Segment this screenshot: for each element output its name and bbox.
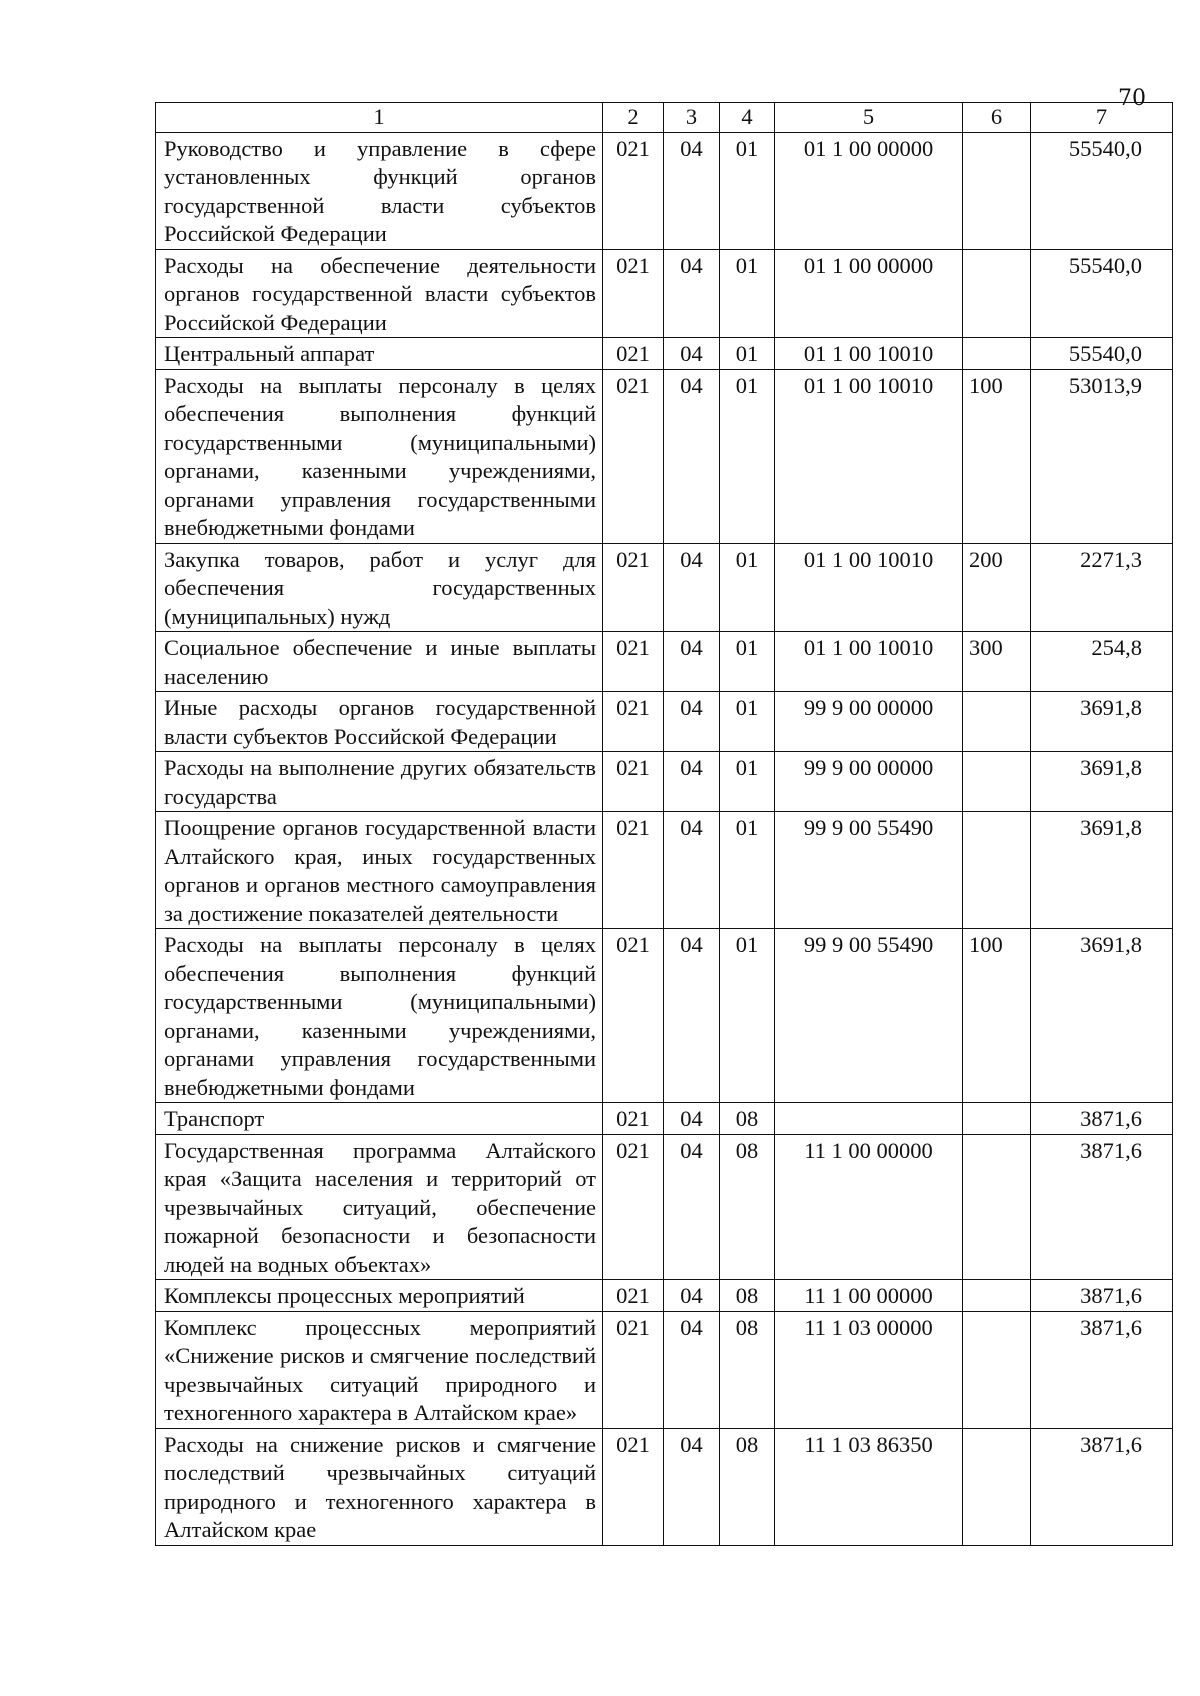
target-item-cell: 99 9 00 00000 (775, 692, 963, 752)
section-code-cell: 04 (664, 1428, 720, 1545)
target-item-cell: 11 1 00 00000 (775, 1280, 963, 1312)
subsection-code-cell: 08 (720, 1134, 775, 1280)
ministry-code-cell: 021 (603, 369, 664, 543)
table-header-row (156, 103, 1173, 133)
target-item-cell: 11 1 03 86350 (775, 1428, 963, 1545)
expense-type-cell (963, 812, 1031, 929)
table-row (156, 929, 1173, 1103)
expense-name-cell: Расходы на снижение рисков и смягчение последствий чрезвычайных ситуаций природного и техногенного характера в Алтайском крае (156, 1428, 603, 1545)
expense-type-cell: 100 (963, 929, 1031, 1103)
ministry-code-cell: 021 (603, 543, 664, 632)
ministry-code-cell: 021 (603, 632, 664, 692)
ministry-code-cell: 021 (603, 1311, 664, 1428)
page-number: 70 (1118, 86, 1146, 111)
subsection-code-cell: 08 (720, 1103, 775, 1135)
amount-cell: 3691,8 (1031, 752, 1173, 812)
section-code-cell: 04 (664, 1311, 720, 1428)
target-item-cell: 01 1 00 10010 (775, 632, 963, 692)
expense-name-cell: Государственная программа Алтайского края «Защита населения и территорий от чрезвычайных ситуаций, обеспечение пожарной безопасности и безопасности людей на водных объектах» (156, 1134, 603, 1280)
section-code-cell: 04 (664, 1103, 720, 1135)
target-item-cell: 99 9 00 00000 (775, 752, 963, 812)
column-header: 4 (720, 103, 775, 133)
expense-name-cell: Расходы на обеспечение деятельности органов государственной власти субъектов Российской Федерации (156, 249, 603, 338)
expense-type-cell (963, 1280, 1031, 1312)
expense-name-cell: Расходы на выполнение других обязательств государства (156, 752, 603, 812)
subsection-code-cell: 01 (720, 132, 775, 249)
ministry-code-cell: 021 (603, 1103, 664, 1135)
amount-cell: 3871,6 (1031, 1134, 1173, 1280)
ministry-code-cell: 021 (603, 1134, 664, 1280)
target-item-cell: 11 1 03 00000 (775, 1311, 963, 1428)
target-item-cell: 01 1 00 10010 (775, 338, 963, 370)
column-header: 6 (963, 103, 1031, 133)
subsection-code-cell: 01 (720, 632, 775, 692)
table-row (156, 1428, 1173, 1545)
table-row (156, 632, 1173, 692)
expense-type-cell (963, 249, 1031, 338)
section-code-cell: 04 (664, 132, 720, 249)
amount-cell: 254,8 (1031, 632, 1173, 692)
section-code-cell: 04 (664, 338, 720, 370)
budget-table (155, 102, 1173, 1546)
expense-type-cell (963, 692, 1031, 752)
target-item-cell (775, 1103, 963, 1135)
amount-cell: 3691,8 (1031, 929, 1173, 1103)
expense-type-cell: 200 (963, 543, 1031, 632)
subsection-code-cell: 01 (720, 369, 775, 543)
subsection-code-cell: 01 (720, 692, 775, 752)
table-row (156, 752, 1173, 812)
expense-name-cell: Руководство и управление в сфере установленных функций органов государственной власти субъектов Российской Федерации (156, 132, 603, 249)
section-code-cell: 04 (664, 369, 720, 543)
subsection-code-cell: 01 (720, 812, 775, 929)
table-row (156, 338, 1173, 370)
section-code-cell: 04 (664, 929, 720, 1103)
ministry-code-cell: 021 (603, 1280, 664, 1312)
expense-type-cell (963, 1134, 1031, 1280)
amount-cell: 55540,0 (1031, 249, 1173, 338)
section-code-cell: 04 (664, 752, 720, 812)
expense-type-cell: 300 (963, 632, 1031, 692)
expense-name-cell: Комплексы процессных мероприятий (156, 1280, 603, 1312)
subsection-code-cell: 01 (720, 752, 775, 812)
table-row (156, 1311, 1173, 1428)
table-row (156, 249, 1173, 338)
section-code-cell: 04 (664, 543, 720, 632)
target-item-cell: 01 1 00 00000 (775, 132, 963, 249)
table-row (156, 1134, 1173, 1280)
subsection-code-cell: 08 (720, 1428, 775, 1545)
expense-type-cell (963, 338, 1031, 370)
subsection-code-cell: 01 (720, 249, 775, 338)
amount-cell: 53013,9 (1031, 369, 1173, 543)
section-code-cell: 04 (664, 812, 720, 929)
expense-type-cell (963, 132, 1031, 249)
subsection-code-cell: 01 (720, 543, 775, 632)
expense-name-cell: Иные расходы органов государственной власти субъектов Российской Федерации (156, 692, 603, 752)
expense-name-cell: Комплекс процессных мероприятий «Снижение рисков и смягчение последствий чрезвычайных ситуаций природного и техногенного характера в Алтайском крае» (156, 1311, 603, 1428)
expense-type-cell (963, 752, 1031, 812)
section-code-cell: 04 (664, 249, 720, 338)
column-header: 3 (664, 103, 720, 133)
ministry-code-cell: 021 (603, 752, 664, 812)
amount-cell: 3871,6 (1031, 1103, 1173, 1135)
expense-name-cell: Транспорт (156, 1103, 603, 1135)
target-item-cell: 01 1 00 10010 (775, 369, 963, 543)
expense-name-cell: Закупка товаров, работ и услуг для обеспечения государственных (муниципальных) нужд (156, 543, 603, 632)
expense-name-cell: Центральный аппарат (156, 338, 603, 370)
target-item-cell: 99 9 00 55490 (775, 812, 963, 929)
table-row (156, 132, 1173, 249)
ministry-code-cell: 021 (603, 1428, 664, 1545)
target-item-cell: 01 1 00 10010 (775, 543, 963, 632)
ministry-code-cell: 021 (603, 812, 664, 929)
amount-cell: 2271,3 (1031, 543, 1173, 632)
column-header: 5 (775, 103, 963, 133)
section-code-cell: 04 (664, 692, 720, 752)
amount-cell: 3691,8 (1031, 692, 1173, 752)
ministry-code-cell: 021 (603, 929, 664, 1103)
expense-name-cell: Поощрение органов государственной власти Алтайского края, иных государственных органов и органов местного самоуправления за достижение показателей деятельности (156, 812, 603, 929)
table-row (156, 369, 1173, 543)
target-item-cell: 01 1 00 00000 (775, 249, 963, 338)
ministry-code-cell: 021 (603, 338, 664, 370)
table-row (156, 1103, 1173, 1135)
amount-cell: 3871,6 (1031, 1311, 1173, 1428)
expense-name-cell: Расходы на выплаты персоналу в целях обеспечения выполнения функций государственными (муниципальными) органами, казенными учреждениями, органами управления государственными внебюджетными фондами (156, 369, 603, 543)
column-header: 7 (1031, 103, 1173, 133)
column-header: 1 (156, 103, 603, 133)
ministry-code-cell: 021 (603, 692, 664, 752)
table-row (156, 543, 1173, 632)
expense-type-cell (963, 1311, 1031, 1428)
subsection-code-cell: 08 (720, 1311, 775, 1428)
amount-cell: 3691,8 (1031, 812, 1173, 929)
section-code-cell: 04 (664, 1280, 720, 1312)
amount-cell: 3871,6 (1031, 1280, 1173, 1312)
subsection-code-cell: 01 (720, 338, 775, 370)
table-row (156, 812, 1173, 929)
subsection-code-cell: 01 (720, 929, 775, 1103)
expense-name-cell: Социальное обеспечение и иные выплаты населению (156, 632, 603, 692)
target-item-cell: 99 9 00 55490 (775, 929, 963, 1103)
amount-cell: 3871,6 (1031, 1428, 1173, 1545)
section-code-cell: 04 (664, 1134, 720, 1280)
subsection-code-cell: 08 (720, 1280, 775, 1312)
expense-name-cell: Расходы на выплаты персоналу в целях обеспечения выполнения функций государственными (муниципальными) органами, казенными учреждениями, органами управления государственными внебюджетными фондами (156, 929, 603, 1103)
expense-type-cell: 100 (963, 369, 1031, 543)
column-header: 2 (603, 103, 664, 133)
amount-cell: 55540,0 (1031, 132, 1173, 249)
amount-cell: 55540,0 (1031, 338, 1173, 370)
section-code-cell: 04 (664, 632, 720, 692)
ministry-code-cell: 021 (603, 249, 664, 338)
expense-type-cell (963, 1103, 1031, 1135)
table-row (156, 1280, 1173, 1312)
ministry-code-cell: 021 (603, 132, 664, 249)
target-item-cell: 11 1 00 00000 (775, 1134, 963, 1280)
table-row (156, 692, 1173, 752)
expense-type-cell (963, 1428, 1031, 1545)
